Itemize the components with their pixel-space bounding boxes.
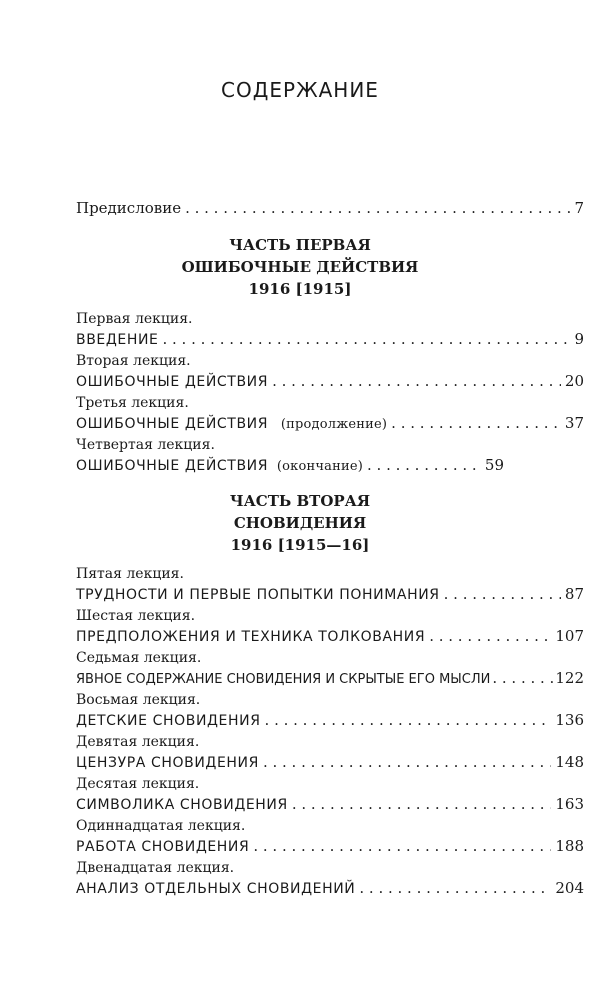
toc-page-number: 107 <box>555 627 584 645</box>
dot-leader <box>265 711 552 729</box>
lecture-subtitle: (продолжение) <box>280 417 388 432</box>
lecture-title: ПРЕДПОЛОЖЕНИЯ И ТЕХНИКА ТОЛКОВАНИЯ <box>76 629 426 645</box>
toc-page-number: 136 <box>555 711 584 729</box>
toc-entry-lecture-8[interactable] <box>76 711 584 729</box>
toc-page-number: 204 <box>555 879 584 897</box>
toc-page-number: 37 <box>564 414 584 432</box>
dot-leader <box>492 669 553 687</box>
lecture-title-group <box>76 456 363 474</box>
lecture-number: Восьмая лекция. <box>76 692 201 708</box>
part-title: ОШИБОЧНЫЕ ДЕЙСТВИЯ <box>181 258 419 276</box>
part-heading-2 <box>0 490 600 556</box>
toc-entry-lecture-7[interactable] <box>76 669 584 687</box>
lecture-subtitle: (окончание) <box>276 459 363 474</box>
toc-page-number: 20 <box>564 372 584 390</box>
lecture-number: Седьмая лекция. <box>76 650 202 666</box>
toc-entry-lecture-3[interactable] <box>76 414 584 432</box>
toc-page-number: 148 <box>555 753 584 771</box>
toc-page-number: 122 <box>555 669 584 687</box>
toc-page-number: 59 <box>484 456 504 474</box>
lecture-number: Двенадцатая лекция. <box>76 860 235 876</box>
dot-leader <box>367 456 481 474</box>
dot-leader <box>263 753 551 771</box>
toc-page-number: 7 <box>574 199 584 217</box>
lecture-title: СИМВОЛИКА СНОВИДЕНИЯ <box>76 797 288 813</box>
part-title: СНОВИДЕНИЯ <box>233 514 367 532</box>
part-label: ЧАСТЬ ВТОРАЯ <box>229 492 371 510</box>
lecture-title: ТРУДНОСТИ И ПЕРВЫЕ ПОПЫТКИ ПОНИМАНИЯ <box>76 587 440 603</box>
dot-leader <box>444 585 561 603</box>
dot-leader <box>185 199 570 217</box>
lecture-title: ЦЕНЗУРА СНОВИДЕНИЯ <box>76 755 259 771</box>
dot-leader <box>359 879 551 897</box>
lecture-number: Девятая лекция. <box>76 734 200 750</box>
lecture-number: Третья лекция. <box>76 395 189 411</box>
dot-leader <box>253 837 551 855</box>
toc-entry-lecture-5[interactable] <box>76 585 584 603</box>
part-years: 1916 [1915] <box>248 280 352 298</box>
dot-leader <box>272 372 561 390</box>
lecture-title-group <box>76 414 387 432</box>
toc-entry-lecture-1[interactable] <box>76 330 584 348</box>
lecture-number: Пятая лекция. <box>76 566 184 582</box>
toc-entry-label: Предисловие <box>76 199 182 217</box>
toc-entry-lecture-11[interactable] <box>76 837 584 855</box>
lecture-number: Одиннадцатая лекция. <box>76 818 246 834</box>
lecture-number: Первая лекция. <box>76 311 193 327</box>
toc-entry-lecture-6[interactable] <box>76 627 584 645</box>
lecture-title: ДЕТСКИЕ СНОВИДЕНИЯ <box>76 713 261 729</box>
part-label: ЧАСТЬ ПЕРВАЯ <box>229 236 371 254</box>
dot-leader <box>162 330 570 348</box>
toc-page-number: 188 <box>555 837 584 855</box>
part-heading-1 <box>0 234 600 300</box>
toc-entry-lecture-4[interactable] <box>76 456 504 474</box>
toc-entry-lecture-2[interactable] <box>76 372 584 390</box>
lecture-title: РАБОТА СНОВИДЕНИЯ <box>76 839 250 855</box>
lecture-title: ЯВНОЕ СОДЕРЖАНИЕ СНОВИДЕНИЯ И СКРЫТЫЕ ЕГО МЫСЛИ <box>76 672 491 687</box>
lecture-title: ОШИБОЧНЫЕ ДЕЙСТВИЯ <box>76 416 269 432</box>
lecture-number: Десятая лекция. <box>76 776 200 792</box>
lecture-title: АНАЛИЗ ОТДЕЛЬНЫХ СНОВИДЕНИЙ <box>76 881 356 897</box>
part-years: 1916 [1915—16] <box>230 536 370 554</box>
lecture-title: ОШИБОЧНЫЕ ДЕЙСТВИЯ <box>76 458 269 474</box>
toc-page-number: 87 <box>564 585 584 603</box>
dot-leader <box>292 795 552 813</box>
page-title: СОДЕРЖАНИЕ <box>221 78 379 102</box>
lecture-number: Вторая лекция. <box>76 353 191 369</box>
toc-entry-lecture-10[interactable] <box>76 795 584 813</box>
toc-page-number: 163 <box>555 795 584 813</box>
lecture-title: ВВЕДЕНИЕ <box>76 332 159 348</box>
lecture-number: Шестая лекция. <box>76 608 196 624</box>
lecture-title: ОШИБОЧНЫЕ ДЕЙСТВИЯ <box>76 374 269 390</box>
toc-entry-lecture-12[interactable] <box>76 879 584 897</box>
dot-leader <box>391 414 561 432</box>
toc-entry-preface[interactable] <box>76 199 584 217</box>
lecture-number: Четвертая лекция. <box>76 437 215 453</box>
toc-page-number: 9 <box>574 330 584 348</box>
toc-entry-lecture-9[interactable] <box>76 753 584 771</box>
dot-leader <box>429 627 551 645</box>
